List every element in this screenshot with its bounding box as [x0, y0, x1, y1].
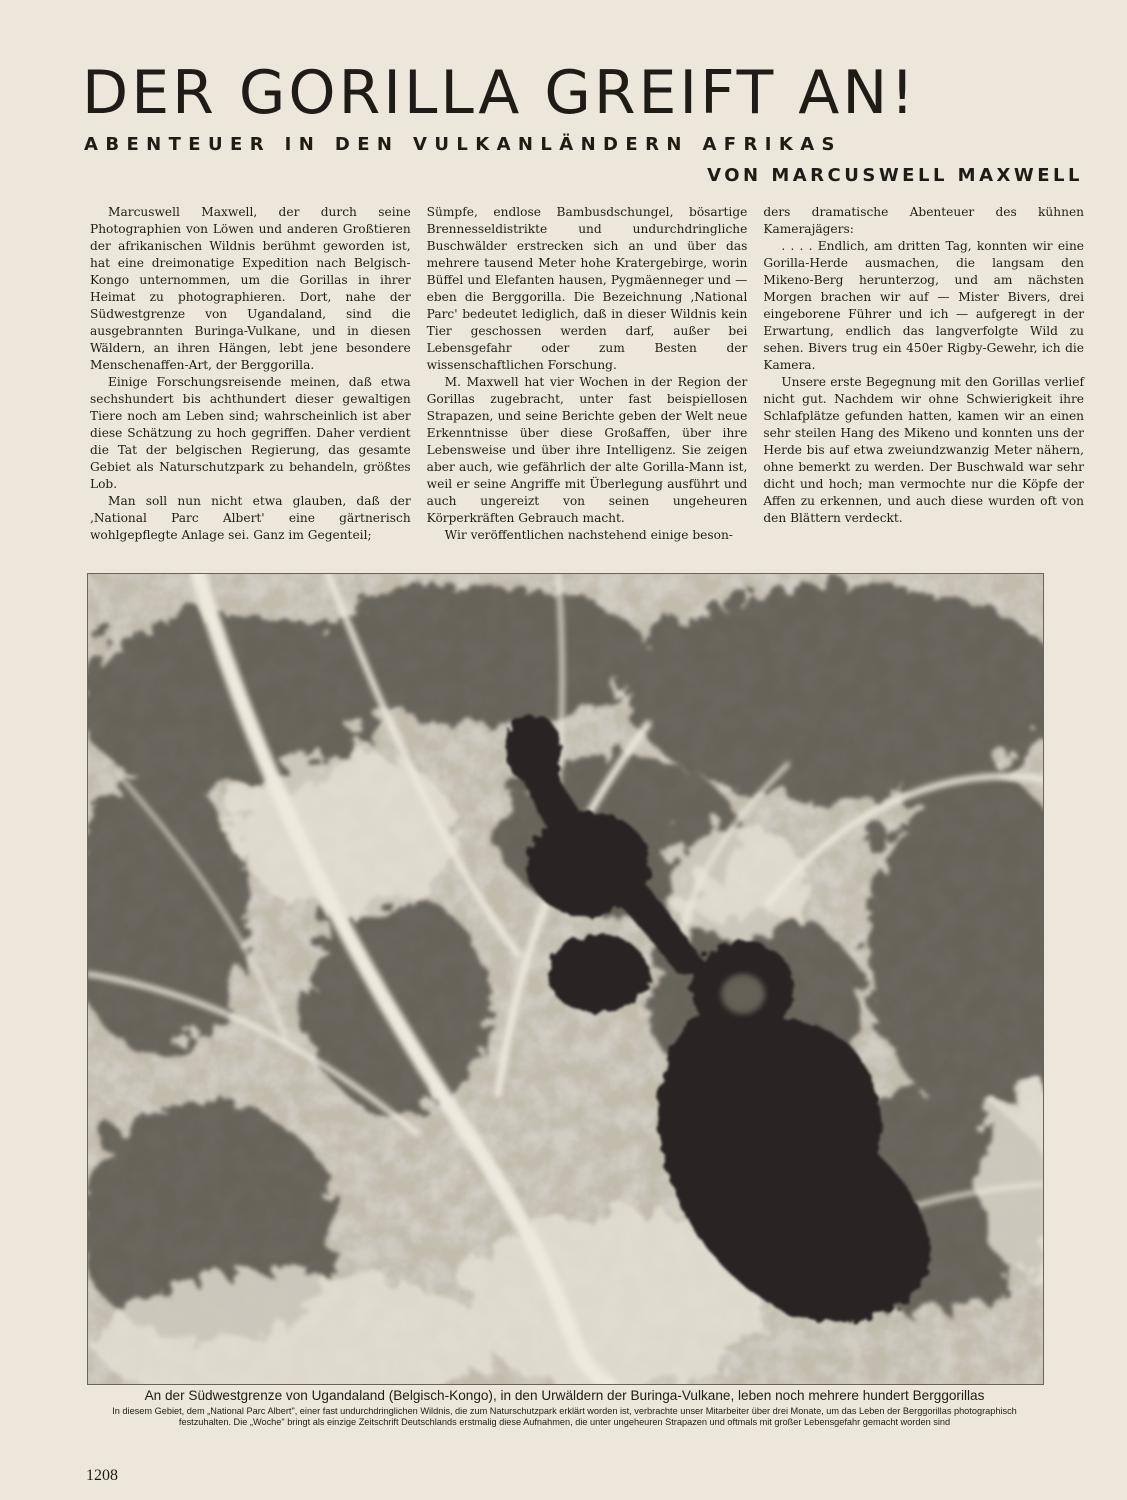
paragraph: . . . . Endlich, am dritten Tag, konnten wir eine Gorilla-Herde ausmachen, die langsam den Mikeno-Berg herunterzog, und am nächsten Morgen brachen wir auf — Mister Bivers, drei eingeborene Führer und ich — aufgeregt in der Erwartung, endlich das langverfolgte Wild zu sehen. Bivers trug ein 450er Rigby-Gewehr, ich die Kamera. [763, 239, 1085, 372]
paragraph: Man soll nun nicht etwa glauben, daß der ‚National Parc Albert' eine gärtnerisch wohlgepflegte Anlage sei. Ganz im Gegenteil; [90, 494, 411, 542]
page-number: 1208 [86, 1467, 118, 1484]
text-column-1 [90, 204, 411, 544]
paragraph: Sümpfe, endlose Bambusdschungel, bösartige Brennesseldistrikte und undurchdringliche Buschwälder erstrecken sich an und über das mehrere tausend Meter hohe Kratergebirge, worin Büffel und Elefanten hausen, Pygmäenneger und — eben die Berggorilla. Die Bezeichnung ‚National Parc' bedeutet lediglich, daß in dieser Wildnis kein Tier geschossen werden darf, außer bei Lebensgefahr oder zum Besten der wissenschaftlichen Forschung. [426, 205, 748, 372]
gorilla-photo [87, 573, 1044, 1385]
article-byline: VON MARCUSWELL MAXWELL [707, 165, 1083, 186]
article-subtitle: ABENTEUER IN DEN VULKANLÄNDERN AFRIKAS [84, 134, 842, 155]
text-column-3 [763, 204, 1084, 544]
photo-caption: An der Südwestgrenze von Ugandaland (Belgisch-Kongo), in den Urwäldern der Buringa-Vulkane, leben noch mehrere hundert Berggorillas [144, 1388, 985, 1403]
paragraph: ders dramatische Abenteuer des kühnen Kamerajägers: [763, 205, 1085, 236]
paragraph: Einige Forschungsreisende meinen, daß etwa sechshundert bis achthundert dieser gewaltigen Tiere noch am Leben sind; wahrscheinlich ist aber diese Schätzung zu hoch gegriffen. Daher verdient die Tat der belgischen Regierung, das gesamte Gebiet als Naturschutzpark zu behandeln, größtes Lob. [90, 375, 411, 491]
paragraph: Marcuswell Maxwell, der durch seine Photographien von Löwen und anderen Großtieren der afrikanischen Wildnis berühmt geworden ist, hat eine dreimonatige Expedition nach Belgisch-Kongo unternommen, um die Gorillas in ihrer Heimat zu photographieren. Dort, nahe der Südwestgrenze von Ugandaland, sind die ausgebrannten Buringa-Vulkane, und in diesen Wäldern, an ihren Hängen, lebt jene besondere Menschenaffen-Art, der Berggorilla. [90, 205, 411, 372]
paragraph: M. Maxwell hat vier Wochen in der Region der Gorillas zugebracht, unter fast beispiellosen Strapazen, und seine Berichte geben der Welt neue Erkenntnisse über diese Großaffen, über ihre Lebensweise und über ihre Intelligenz. Sie zeigen aber auch, wie gefährlich der alte Gorilla-Mann ist, weil er seine Angriffe mit Überlegung ausführt und auch ungereizt von seinen ungeheuren Körperkräften Gebrauch macht. [426, 375, 748, 525]
article-body [90, 204, 1084, 544]
paragraph: Unsere erste Begegnung mit den Gorillas verlief nicht gut. Nachdem wir ohne Schwierigkeit ihre Schlafplätze gefunden hatten, kamen wir an einen sehr steilen Hang des Mikeno und konnten uns der Herde bis auf etwa zweiundzwanzig Meter nähern, ohne bemerkt zu werden. Der Buschwald war sehr dicht und hoch; man vermochte nur die Köpfe der Affen zu erkennen, und auch diese wurden oft von den Blättern verdeckt. [763, 375, 1085, 525]
paragraph: Wir veröffentlichen nachstehend einige beson- [444, 528, 733, 542]
text-column-2 [427, 204, 748, 544]
article-title: DER GORILLA GREIFT AN! [82, 58, 918, 128]
photo-caption-detail: In diesem Gebiet, dem „National Parc Albert", einer fast undurchdringlichen Wildnis, die zum Naturschutzpark erklärt worden ist, verbrachte unser Mitarbeiter über drei Monate, um das Leben der Berggorillas photographisch festzuhalten. Die „Woche" bringt als einzige Zeitschrift Deutschlands erstmalig diese Aufnahmen, die unter ungeheuren Strapazen und oftmals mit großer Lebensgefahr gemacht worden sind [112, 1406, 1017, 1427]
gorilla-in-trees-illustration [88, 574, 1043, 1384]
